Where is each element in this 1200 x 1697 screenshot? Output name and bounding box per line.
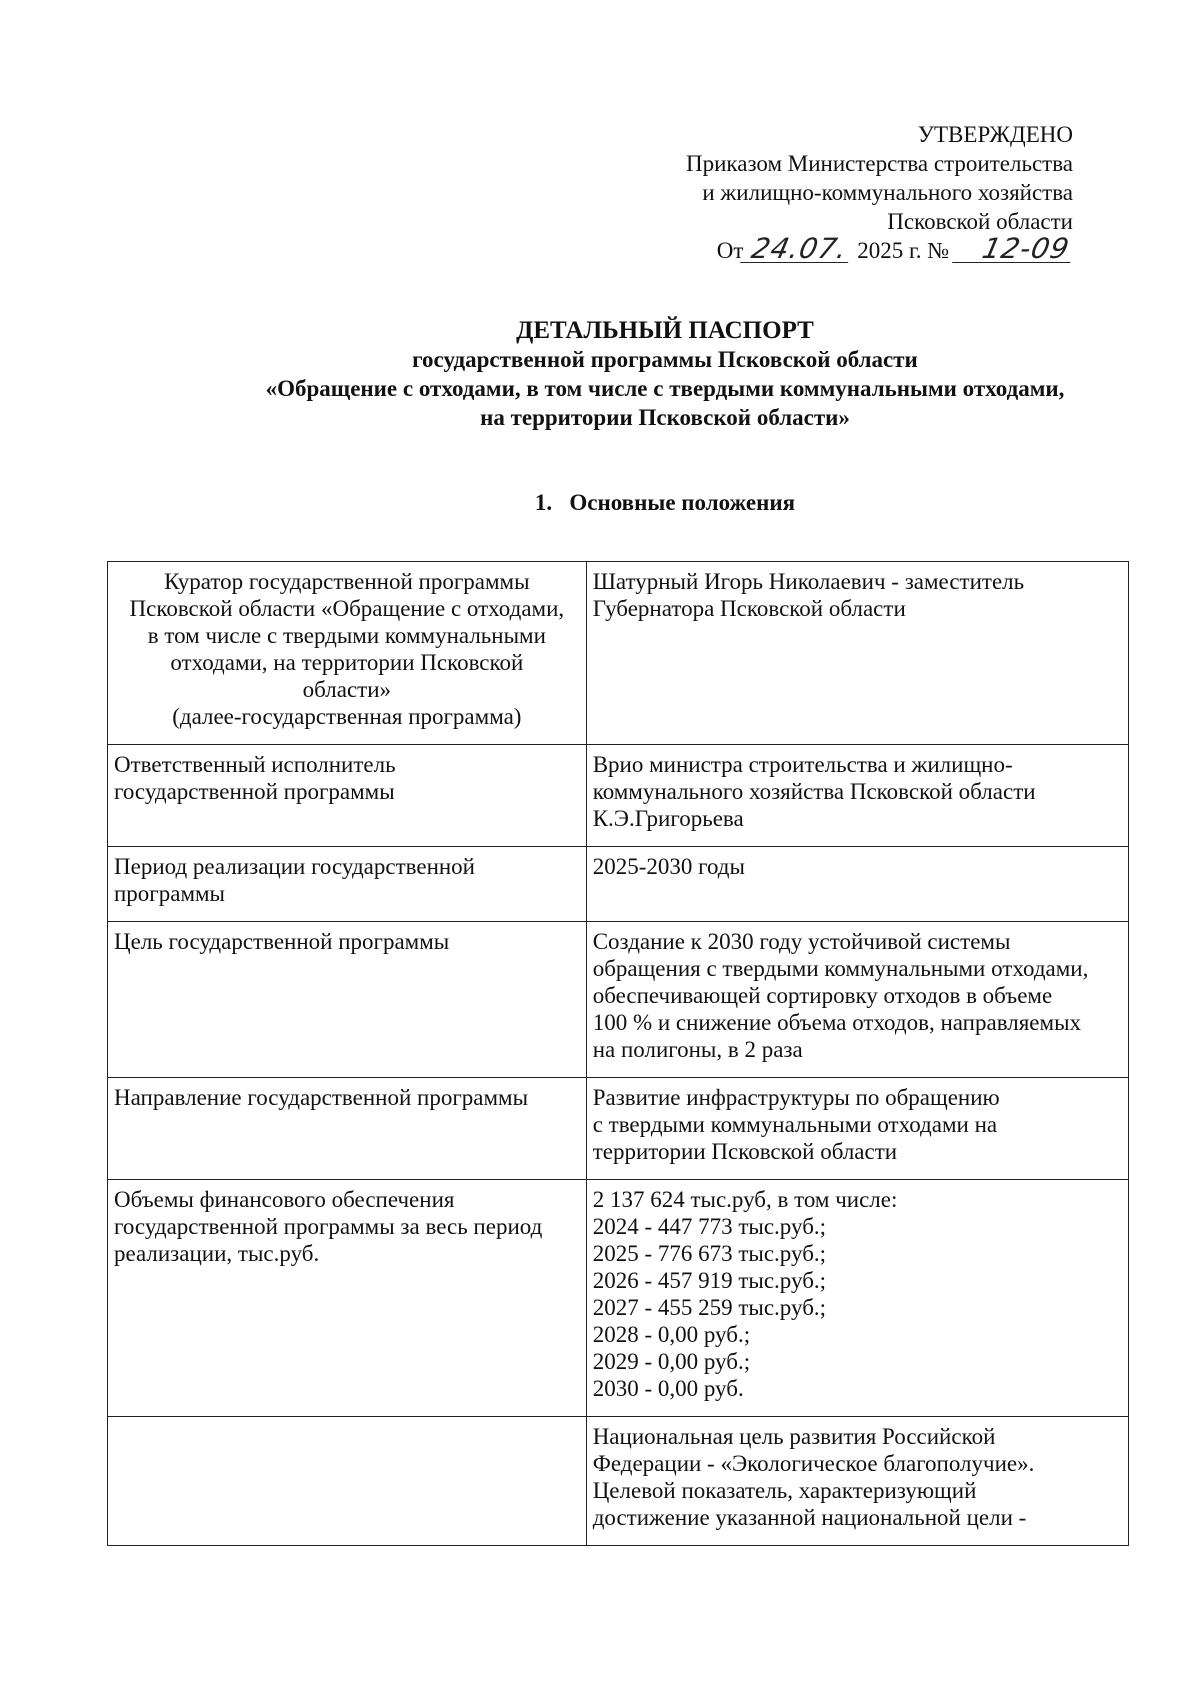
approval-heading: УТВЕРЖДЕНО — [917, 122, 1073, 147]
cell-text-line: в том числе с твердыми коммунальными — [147, 623, 546, 648]
cell-text-line: с твердыми коммунальными отходами на — [592, 1112, 998, 1137]
cell-text-line: реализации, тыс.руб. — [114, 1241, 320, 1266]
year-text: 2025 г. № — [857, 238, 950, 263]
table-cell-label — [108, 922, 587, 1078]
cell-text-line: 2025-2030 годы — [592, 854, 745, 879]
table-cell-value — [586, 922, 1128, 1078]
cell-text-line: Целевой показатель, характеризующий — [592, 1478, 977, 1503]
cell-text-line: 100 % и снижение объема отходов, направляемых — [592, 1010, 1082, 1035]
table-row — [108, 745, 1129, 847]
section-number: 1. — [534, 490, 553, 515]
passport-table — [107, 561, 1129, 1546]
table-cell-value — [586, 847, 1128, 922]
section-title: Основные положения — [569, 490, 796, 515]
cell-text-line: Национальная цель развития Российской — [592, 1424, 996, 1449]
cell-text-line: Период реализации государственной — [114, 854, 475, 879]
cell-text-line: (далее-государственная программа) — [172, 704, 522, 729]
table-row — [108, 562, 1129, 745]
cell-text-line: 2030 - 0,00 руб. — [592, 1376, 744, 1401]
cell-text-line: обращения с твердыми коммунальными отходами, — [592, 956, 1089, 981]
cell-text-line: Создание к 2030 году устойчивой системы — [592, 929, 1011, 954]
table-row — [108, 922, 1129, 1078]
table-cell-value — [586, 562, 1128, 745]
table-cell-label — [108, 1180, 587, 1417]
cell-text-line: 2 137 624 тыс.руб, в том числе: — [592, 1187, 898, 1212]
table-cell-label — [108, 1078, 587, 1180]
approval-date-line — [686, 232, 1073, 265]
title-line-3: «Обращение с отходами, в том числе с твердыми коммунальными отходами, — [265, 376, 1065, 401]
document-title — [0, 316, 1200, 432]
cell-text-line: коммунального хозяйства Псковской области — [592, 779, 1036, 804]
cell-text-line: государственной программы — [114, 779, 395, 804]
approval-line-1: Приказом Министерства строительства — [686, 151, 1073, 176]
cell-text-line: государственной программы за весь период — [114, 1214, 543, 1239]
title-line-2: государственной программы Псковской области — [412, 347, 918, 372]
cell-text-line: Шатурный Игорь Николаевич - заместитель — [592, 569, 1025, 594]
cell-text-line: на полигоны, в 2 раза — [592, 1037, 803, 1062]
approval-line-2: и жилищно-коммунального хозяйства — [702, 180, 1073, 205]
date-prefix: От — [716, 238, 744, 263]
handwritten-date: 24.07. — [741, 236, 855, 263]
table-cell-label — [108, 562, 587, 745]
cell-text-line: Объемы финансового обеспечения — [114, 1187, 455, 1212]
table-cell-value — [586, 1078, 1128, 1180]
cell-text-line: Федерации - «Экологическое благополучие». — [592, 1451, 1035, 1476]
cell-text-line: территории Псковской области — [592, 1139, 898, 1164]
section-heading — [0, 490, 1200, 516]
cell-text-line: К.Э.Григорьева — [592, 806, 744, 831]
title-main: ДЕТАЛЬНЫЙ ПАСПОРТ — [516, 317, 814, 344]
cell-text-line: Направление государственной программы — [114, 1085, 529, 1110]
table-cell-label — [108, 745, 587, 847]
table-cell-value — [586, 745, 1128, 847]
handwritten-number: 12-09 — [952, 236, 1076, 263]
title-line-4: на территории Псковской области» — [480, 405, 850, 430]
cell-text-line: 2024 - 447 773 тыс.руб.; — [592, 1214, 827, 1239]
table-row — [108, 1078, 1129, 1180]
cell-text-line: достижение указанной национальной цели - — [592, 1505, 1027, 1530]
cell-text-line: Куратор государственной программы — [164, 569, 530, 594]
cell-text-line: отходами, на территории Псковской — [170, 650, 524, 675]
approval-stamp — [686, 120, 1073, 265]
cell-text-line: области» — [302, 677, 392, 702]
cell-text-line: Врио министра строительства и жилищно- — [592, 752, 1013, 777]
table-row — [108, 847, 1129, 922]
cell-text-line: 2027 - 455 259 тыс.руб.; — [592, 1295, 827, 1320]
cell-text-line: Ответственный исполнитель — [114, 752, 396, 777]
cell-text-line: Псковской области «Обращение с отходами, — [129, 596, 565, 621]
cell-text-line: 2025 - 776 673 тыс.руб.; — [592, 1241, 827, 1266]
cell-text-line: Развитие инфраструктуры по обращению — [592, 1085, 1000, 1110]
cell-text-line: программы — [114, 881, 226, 906]
table-cell-value — [586, 1180, 1128, 1417]
cell-text-line: 2029 - 0,00 руб.; — [592, 1349, 751, 1374]
cell-text-line: обеспечивающей сортировку отходов в объеме — [592, 983, 1053, 1008]
cell-text-line: 2028 - 0,00 руб.; — [592, 1322, 751, 1347]
cell-text-line: Губернатора Псковской области — [592, 596, 906, 621]
table-row — [108, 1180, 1129, 1417]
table-cell-label — [108, 1417, 587, 1546]
table-row — [108, 1417, 1129, 1546]
cell-text-line: Цель государственной программы — [114, 929, 450, 954]
approval-line-3: Псковской области — [887, 209, 1073, 234]
cell-text-line: 2026 - 457 919 тыс.руб.; — [592, 1268, 827, 1293]
table-cell-label — [108, 847, 587, 922]
table-cell-value — [586, 1417, 1128, 1546]
